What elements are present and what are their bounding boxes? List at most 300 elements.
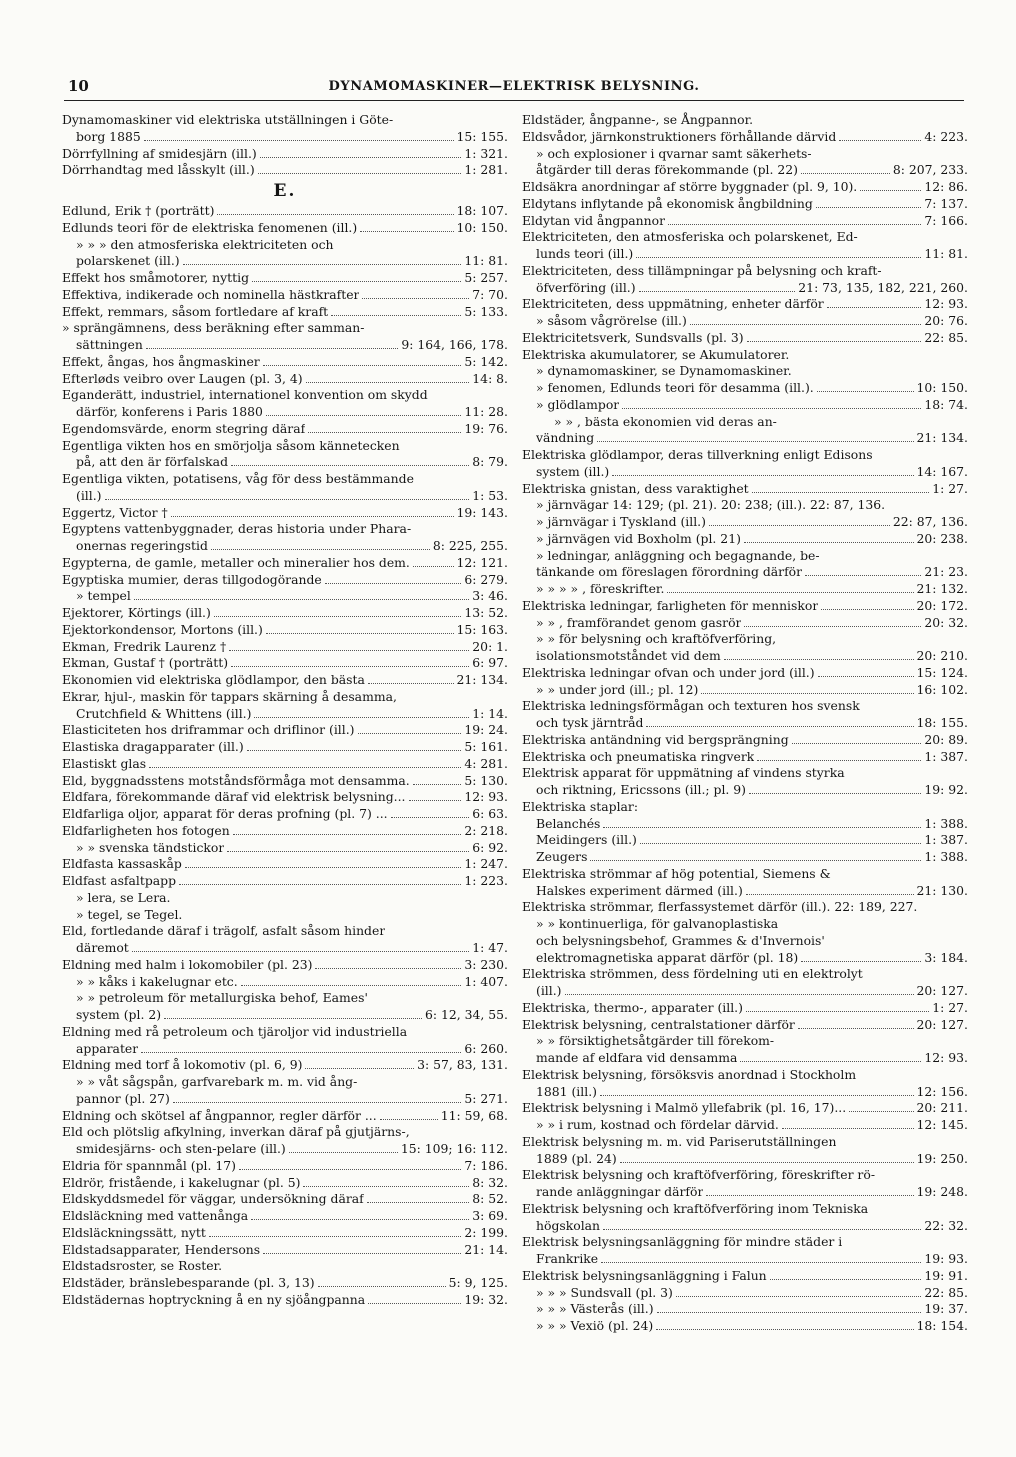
entry-reference: 1: 281.	[464, 162, 508, 178]
entry-reference: 5: 130.	[464, 772, 508, 788]
index-entry	[62, 1141, 508, 1158]
entry-reference: 19: 143.	[456, 504, 508, 520]
entry-text: » » våt sågspån, garfvarebark m. m. vid ång-	[76, 1074, 358, 1089]
dot-leader	[266, 633, 454, 634]
entry-text: (ill.)	[536, 983, 562, 998]
dot-leader	[752, 492, 930, 493]
entry-reference: 3: 230.	[464, 956, 508, 972]
index-entry	[522, 1117, 968, 1134]
entry-text: tänkande om föreslagen förordning därför	[536, 564, 803, 580]
entry-reference: 1: 407.	[464, 973, 508, 989]
index-entry	[62, 538, 508, 555]
dot-leader	[818, 676, 914, 677]
index-entry	[62, 1225, 508, 1242]
index-entry	[522, 564, 968, 581]
dot-leader	[183, 264, 462, 265]
entry-reference: 1: 247.	[464, 856, 508, 872]
entry-text: Dörrhandtag med låsskylt (ill.)	[62, 162, 255, 178]
entry-text: » » petroleum för metallurgiska behof, Eames'	[76, 990, 368, 1006]
entry-text: Crutchfield & Whittens (ill.)	[76, 705, 252, 721]
index-entry	[522, 497, 968, 514]
entry-text: Egypterna, de gamle, metaller och mineralier hos dem.	[62, 554, 410, 570]
index-entry	[522, 313, 968, 330]
entry-text: Eldstäder, bränslebesparande (pl. 3, 13)	[62, 1275, 315, 1290]
index-entry	[522, 1050, 968, 1067]
entry-reference: 22: 32.	[924, 1217, 968, 1233]
entry-text: Eldstäder, ångpanne-, se Ångpannor.	[522, 112, 754, 127]
index-entry	[62, 605, 508, 622]
entry-text: Elektriska staplar:	[522, 798, 639, 814]
entry-reference: 1: 27.	[932, 480, 968, 496]
index-entry	[522, 816, 968, 833]
index-entry	[62, 1057, 508, 1074]
dot-leader	[325, 583, 462, 584]
entry-text: Eldning med rå petroleum och tjäroljor vid industriella	[62, 1023, 408, 1039]
entry-text: » järnvägar i Tyskland (ill.)	[536, 514, 706, 529]
entry-text: Eldfasta kassaskåp	[62, 856, 182, 872]
entry-reference: 20: 76.	[924, 313, 968, 328]
index-entry	[62, 1175, 508, 1192]
entry-text: Elektriciteten, den atmosferiska och polarskenet, Ed-	[522, 229, 858, 245]
entry-reference: 10: 150.	[916, 380, 968, 395]
entry-text: 1889 (pl. 24)	[536, 1150, 617, 1166]
entry-reference: 20: 172.	[916, 597, 968, 613]
entry-text: Eganderätt, industriel, internationel konvention om skydd	[62, 387, 428, 403]
index-entry	[62, 454, 508, 471]
entry-text: öfverföring (ill.)	[536, 279, 636, 295]
entry-text: Belanchés	[536, 815, 601, 831]
dot-leader	[260, 157, 462, 158]
index-entry	[522, 1268, 968, 1285]
entry-text: Efterløds veibro over Laugen (pl. 3, 4)	[62, 370, 303, 386]
entry-text: Dynamomaskiner vid elektriska utställningen i Göte-	[62, 112, 394, 127]
entry-text: » » , bästa ekonomien vid deras an-	[554, 413, 777, 429]
index-entry	[62, 337, 508, 354]
index-entry	[522, 849, 968, 866]
index-entry	[62, 739, 508, 756]
entry-reference: 12: 156.	[916, 1083, 968, 1099]
entry-text: Ejektorer, Körtings (ill.)	[62, 605, 211, 620]
index-entry	[522, 1100, 968, 1117]
index-entry	[522, 1301, 968, 1318]
entry-reference: 18: 74.	[924, 396, 968, 412]
entry-text: på, att den är förfalskad	[76, 454, 229, 470]
dot-leader	[709, 525, 890, 526]
entry-text: Eldning med torf å lokomotiv (pl. 6, 9)	[62, 1057, 303, 1073]
index-entry	[522, 229, 968, 246]
dot-leader	[668, 224, 921, 225]
dot-leader	[164, 1018, 422, 1019]
entry-text: » » svenska tändstickor	[76, 839, 225, 855]
index-entry	[62, 689, 508, 706]
index-entry	[62, 789, 508, 806]
entry-text: pannor (pl. 27)	[76, 1090, 170, 1106]
entry-text: Edlunds teori för de elektriska fenomenen (ill.)	[62, 219, 358, 235]
entry-text: Elektriska, thermo-, apparater (ill.)	[522, 999, 743, 1015]
entry-reference: 15: 163.	[456, 621, 508, 637]
entry-reference: 19: 93.	[924, 1251, 968, 1266]
index-entry	[62, 112, 508, 129]
entry-text: » » » Västerås (ill.)	[536, 1301, 654, 1317]
entry-reference: 12: 121.	[456, 554, 508, 570]
entry-text: Eldsäkra anordningar af större byggnader (pl. 9, 10).	[522, 179, 858, 194]
entry-reference: 2: 218.	[464, 822, 508, 838]
index-entry	[522, 1184, 968, 1201]
entry-text: Elektrisk belysning, centralstationer därför	[522, 1016, 795, 1032]
index-entry	[522, 548, 968, 565]
index-entry	[522, 1084, 968, 1101]
dot-leader	[746, 1011, 929, 1012]
entry-text: isolationsmotståndet vid dem	[536, 648, 721, 663]
dot-leader	[179, 884, 461, 885]
index-entry	[522, 715, 968, 732]
index-entry	[62, 588, 508, 605]
dot-leader	[305, 1068, 414, 1069]
dot-leader	[622, 408, 921, 409]
index-entry	[522, 933, 968, 950]
dot-leader	[231, 666, 469, 667]
entry-reference: 15: 124.	[916, 664, 968, 680]
index-entry	[522, 129, 968, 146]
entry-reference: 20: 1.	[472, 638, 508, 654]
index-entry	[522, 832, 968, 849]
entry-text: Eldytans inflytande på ekonomisk ångbildning	[522, 195, 813, 211]
entry-text: lunds teori (ill.)	[536, 246, 634, 261]
entry-reference: 5: 257.	[464, 270, 508, 285]
dot-leader	[597, 441, 913, 442]
dot-leader	[231, 465, 469, 466]
dot-leader	[105, 499, 470, 500]
dot-leader	[171, 516, 454, 517]
dot-leader	[266, 415, 461, 416]
index-entry	[522, 866, 968, 883]
index-entry	[522, 296, 968, 313]
entry-reference: 22: 85.	[924, 329, 968, 345]
entry-text: Eld, byggnadsstens motståndsförmåga mot densamma.	[62, 772, 410, 788]
entry-reference: 1: 14.	[472, 705, 508, 721]
index-entry	[62, 756, 508, 773]
entry-text: Eldfarliga oljor, apparat för deras profning (pl. 7) ...	[62, 806, 388, 821]
index-entry	[62, 1091, 508, 1108]
entry-text: elektromagnetiska apparat därför (pl. 18)	[536, 949, 799, 965]
dot-leader	[134, 599, 469, 600]
entry-reference: 1: 388.	[924, 815, 968, 831]
dot-leader	[247, 750, 462, 751]
entry-text: (ill.)	[76, 487, 102, 503]
entry-text: Eldning med halm i lokomobiler (pl. 23)	[62, 956, 313, 972]
entry-reference: 5: 9, 125.	[448, 1275, 508, 1290]
dot-leader	[209, 1236, 462, 1237]
dot-leader	[639, 291, 796, 292]
entry-text: Halskes experiment därmed (ill.)	[536, 882, 743, 898]
entry-reference: 6: 97.	[472, 655, 508, 671]
dot-leader	[792, 743, 922, 744]
entry-text: » järnvägar 14: 129; (pl. 21). 20: 238; (ill.). 22: 87, 136.	[536, 497, 886, 513]
dot-leader	[409, 800, 462, 801]
index-entry	[62, 823, 508, 840]
entry-text: Eldstadsapparater, Hendersons	[62, 1241, 261, 1257]
dot-leader	[740, 1061, 921, 1062]
entry-text: högskolan	[536, 1217, 601, 1233]
entry-reference: 21: 130.	[916, 882, 968, 898]
dot-leader	[146, 348, 398, 349]
entry-text: 1881 (ill.)	[536, 1083, 597, 1099]
header-rule	[64, 100, 964, 101]
entry-reference: 1: 387.	[924, 748, 968, 764]
entry-reference: 13: 52.	[464, 605, 508, 620]
index-entry	[62, 220, 508, 237]
entry-reference: 19: 24.	[464, 722, 508, 738]
index-entry	[522, 246, 968, 263]
index-entry	[62, 940, 508, 957]
entry-reference: 11: 81.	[464, 253, 508, 269]
entry-text: Elastiskt glas	[62, 755, 147, 771]
index-entry	[522, 1151, 968, 1168]
index-entry	[62, 387, 508, 404]
index-entry	[522, 950, 968, 967]
dot-leader	[798, 1028, 914, 1029]
index-entry	[522, 447, 968, 464]
entry-text: smidesjärns- och sten-pelare (ill.)	[76, 1141, 286, 1156]
entry-text: mande af eldfara vid densamma	[536, 1050, 738, 1065]
index-entry	[522, 983, 968, 1000]
entry-reference: 21: 134.	[916, 430, 968, 446]
index-entry	[522, 1167, 968, 1184]
index-entry	[62, 1108, 508, 1125]
dot-leader	[706, 1195, 913, 1196]
dot-leader	[757, 760, 921, 761]
entry-text: » dynamomaskiner, se Dynamomaskiner.	[536, 363, 792, 379]
entry-text: vändning	[536, 430, 595, 446]
entry-reference: 20: 32.	[924, 614, 968, 630]
dot-leader	[646, 726, 913, 727]
entry-text: onernas regeringstid	[76, 538, 208, 553]
entry-reference: 11: 28.	[464, 404, 508, 419]
entry-reference: 7: 166.	[924, 212, 968, 228]
index-entry	[62, 203, 508, 220]
index-entry	[522, 397, 968, 414]
entry-reference: 15: 109; 16: 112.	[400, 1141, 508, 1156]
index-entry	[522, 1000, 968, 1017]
entry-text: » lera, se Lera.	[76, 889, 171, 905]
entry-text: och belysningsbehof, Grammes & d'Invernois'	[536, 932, 825, 948]
entry-reference: 22: 85.	[924, 1284, 968, 1300]
index-entry	[522, 1067, 968, 1084]
index-entry	[62, 304, 508, 321]
dot-leader	[306, 382, 470, 383]
entry-text: Elektriska ledningar, farligheten för menniskor	[522, 597, 819, 613]
index-entry	[522, 464, 968, 481]
dot-leader	[565, 994, 914, 995]
dot-leader	[380, 1119, 438, 1120]
dot-leader	[185, 867, 462, 868]
entry-reference: 8: 225, 255.	[432, 538, 508, 553]
index-entry	[522, 531, 968, 548]
dot-leader	[805, 575, 921, 576]
dot-leader	[251, 1219, 469, 1220]
dot-leader	[211, 549, 430, 550]
dot-leader	[744, 626, 921, 627]
index-entry	[62, 773, 508, 790]
entry-text: Elektriska gnistan, dess varaktighet	[522, 480, 749, 496]
index-entry	[62, 421, 508, 438]
index-entry	[522, 1251, 968, 1268]
entry-text: Egyptens vattenbyggnader, deras historia under Phara-	[62, 521, 412, 537]
entry-reference: 11: 59, 68.	[440, 1107, 508, 1123]
entry-reference: 9: 164, 166, 178.	[401, 337, 508, 352]
index-entry	[62, 957, 508, 974]
entry-text: » » , framförandet genom gasrör	[536, 614, 742, 630]
dot-leader	[590, 860, 921, 861]
dot-leader	[141, 1052, 461, 1053]
dot-leader	[263, 1253, 461, 1254]
entry-text: Elektriska ledningsförmågan och texturen hos svensk	[522, 698, 860, 714]
index-entry	[522, 1285, 968, 1302]
index-entry	[62, 840, 508, 857]
entry-reference: 16: 102.	[916, 681, 968, 697]
index-entry	[62, 521, 508, 538]
index-entry	[62, 1292, 508, 1309]
entry-reference: 3: 69.	[472, 1208, 508, 1223]
entry-reference: 20: 238.	[916, 530, 968, 546]
left-column	[62, 112, 508, 1309]
index-entry	[62, 354, 508, 371]
entry-reference: 1: 53.	[472, 487, 508, 503]
entry-text: » » » » , föreskrifter.	[536, 581, 665, 596]
index-entry	[522, 665, 968, 682]
entry-text: Elektriska strömmen, dess fördelning uti en elektrolyt	[522, 966, 863, 982]
dot-leader	[816, 207, 922, 208]
entry-reference: 20: 127.	[916, 983, 968, 998]
dot-leader	[747, 341, 922, 342]
dot-leader	[657, 1312, 922, 1313]
entry-text: Egendomsvärde, enorm stegring däraf	[62, 420, 306, 436]
entry-reference: 6: 63.	[472, 806, 508, 821]
dot-leader	[676, 1296, 922, 1297]
section-heading	[62, 179, 508, 203]
index-entry	[62, 555, 508, 572]
dot-leader	[303, 1186, 469, 1187]
dot-leader	[821, 609, 913, 610]
entry-reference: 18: 154.	[916, 1318, 968, 1333]
entry-text: Effekt, remmars, såsom fortledare af kraft	[62, 303, 329, 319]
index-entry	[522, 598, 968, 615]
dot-leader	[233, 834, 462, 835]
entry-reference: 18: 107.	[456, 203, 508, 218]
index-entry	[62, 488, 508, 505]
dot-leader	[367, 1202, 470, 1203]
dot-leader	[315, 968, 461, 969]
index-entry	[62, 1041, 508, 1058]
dot-leader	[308, 432, 461, 433]
entry-text: Elektriska och pneumatiska ringverk	[522, 748, 755, 764]
entry-text: Edlund, Erik † (porträtt)	[62, 203, 215, 218]
entry-text: Elektrisk belysning m. m. vid Pariserutställningen	[522, 1133, 837, 1149]
dot-leader	[358, 733, 462, 734]
entry-reference: 1: 223.	[464, 873, 508, 888]
index-entry	[62, 438, 508, 455]
entry-text: Ekman, Fredrik Laurenz †	[62, 638, 227, 654]
entry-reference: 22: 87, 136.	[892, 514, 968, 529]
entry-reference: 21: 14.	[464, 1241, 508, 1257]
index-entry	[62, 622, 508, 639]
index-entry	[522, 682, 968, 699]
index-entry	[62, 1275, 508, 1292]
dot-leader	[391, 817, 470, 818]
index-entry	[522, 899, 968, 916]
index-entry	[62, 1191, 508, 1208]
entry-reference: 8: 207, 233.	[892, 162, 968, 178]
index-entry	[522, 414, 968, 431]
dot-leader	[360, 231, 453, 232]
dot-leader	[817, 391, 914, 392]
index-entry	[522, 581, 968, 598]
entry-text: Eldstadsroster, se Roster.	[62, 1258, 223, 1274]
entry-text: Eldsvådor, järnkonstruktioners förhållande därvid	[522, 128, 837, 144]
entry-text: Eldfarligheten hos fotogen	[62, 822, 230, 838]
index-entry	[522, 146, 968, 163]
entry-reference: 4: 281.	[464, 755, 508, 771]
entry-reference: 19: 248.	[916, 1184, 968, 1199]
entry-reference: 19: 250.	[916, 1150, 968, 1166]
index-entry	[522, 514, 968, 531]
entry-reference: 1: 321.	[464, 145, 508, 161]
index-entry	[522, 1201, 968, 1218]
dot-leader	[667, 592, 913, 593]
entry-text: Elektriska strömmar, flerfassystemet därför (ill.). 22: 189, 227.	[522, 899, 918, 915]
entry-text: » » » Sundsvall (pl. 3)	[536, 1284, 673, 1300]
entry-text: » glödlampor	[536, 396, 620, 412]
index-entry	[522, 782, 968, 799]
dot-leader	[636, 257, 921, 258]
entry-reference: 20: 127.	[916, 1016, 968, 1032]
entry-text: borg 1885	[76, 128, 141, 144]
index-entry	[522, 112, 968, 129]
entry-reference: 1: 47.	[472, 940, 508, 955]
entry-text: Eldsläckning med vattenånga	[62, 1208, 249, 1223]
entry-text: Elektriska strömmar af hög potential, Siemens &	[522, 865, 831, 881]
entry-text: och riktning, Ericssons (ill.; pl. 9)	[536, 782, 747, 797]
entry-reference: 19: 37.	[924, 1301, 968, 1317]
entry-text: Elektriciteten, dess tillämpningar på belysning och kraft-	[522, 262, 882, 278]
index-entry	[62, 890, 508, 907]
index-entry	[62, 320, 508, 337]
dot-leader	[782, 1128, 914, 1129]
entry-text: » fenomen, Edlunds teori för desamma (ill.).	[536, 380, 814, 395]
dot-leader	[229, 650, 469, 651]
dot-leader	[839, 140, 921, 141]
entry-reference: 21: 73, 135, 182, 221, 260.	[798, 279, 968, 295]
entry-text: » såsom vågrörelse (ill.)	[536, 313, 687, 328]
index-entry	[62, 873, 508, 890]
running-title: DYNAMOMASKINER—ELEKTRISK BELYSNING.	[328, 79, 700, 94]
index-entry	[522, 631, 968, 648]
dot-leader	[801, 173, 890, 174]
dot-leader	[144, 140, 454, 141]
entry-reference: 14: 8.	[472, 370, 508, 386]
entry-reference: 12: 93.	[924, 296, 968, 312]
index-entry	[62, 471, 508, 488]
entry-reference: 21: 23.	[924, 564, 968, 580]
entry-text: Elektrisk belysningsanläggning i Falun	[522, 1267, 767, 1283]
index-entry	[522, 347, 968, 364]
index-entry	[62, 1242, 508, 1259]
dot-leader	[724, 659, 914, 660]
entry-reference: 15: 155.	[456, 128, 508, 144]
entry-text: Effektiva, indikerade och nominella hästkrafter	[62, 286, 360, 302]
index-entry	[522, 799, 968, 816]
entry-reference: 6: 92.	[472, 839, 508, 855]
